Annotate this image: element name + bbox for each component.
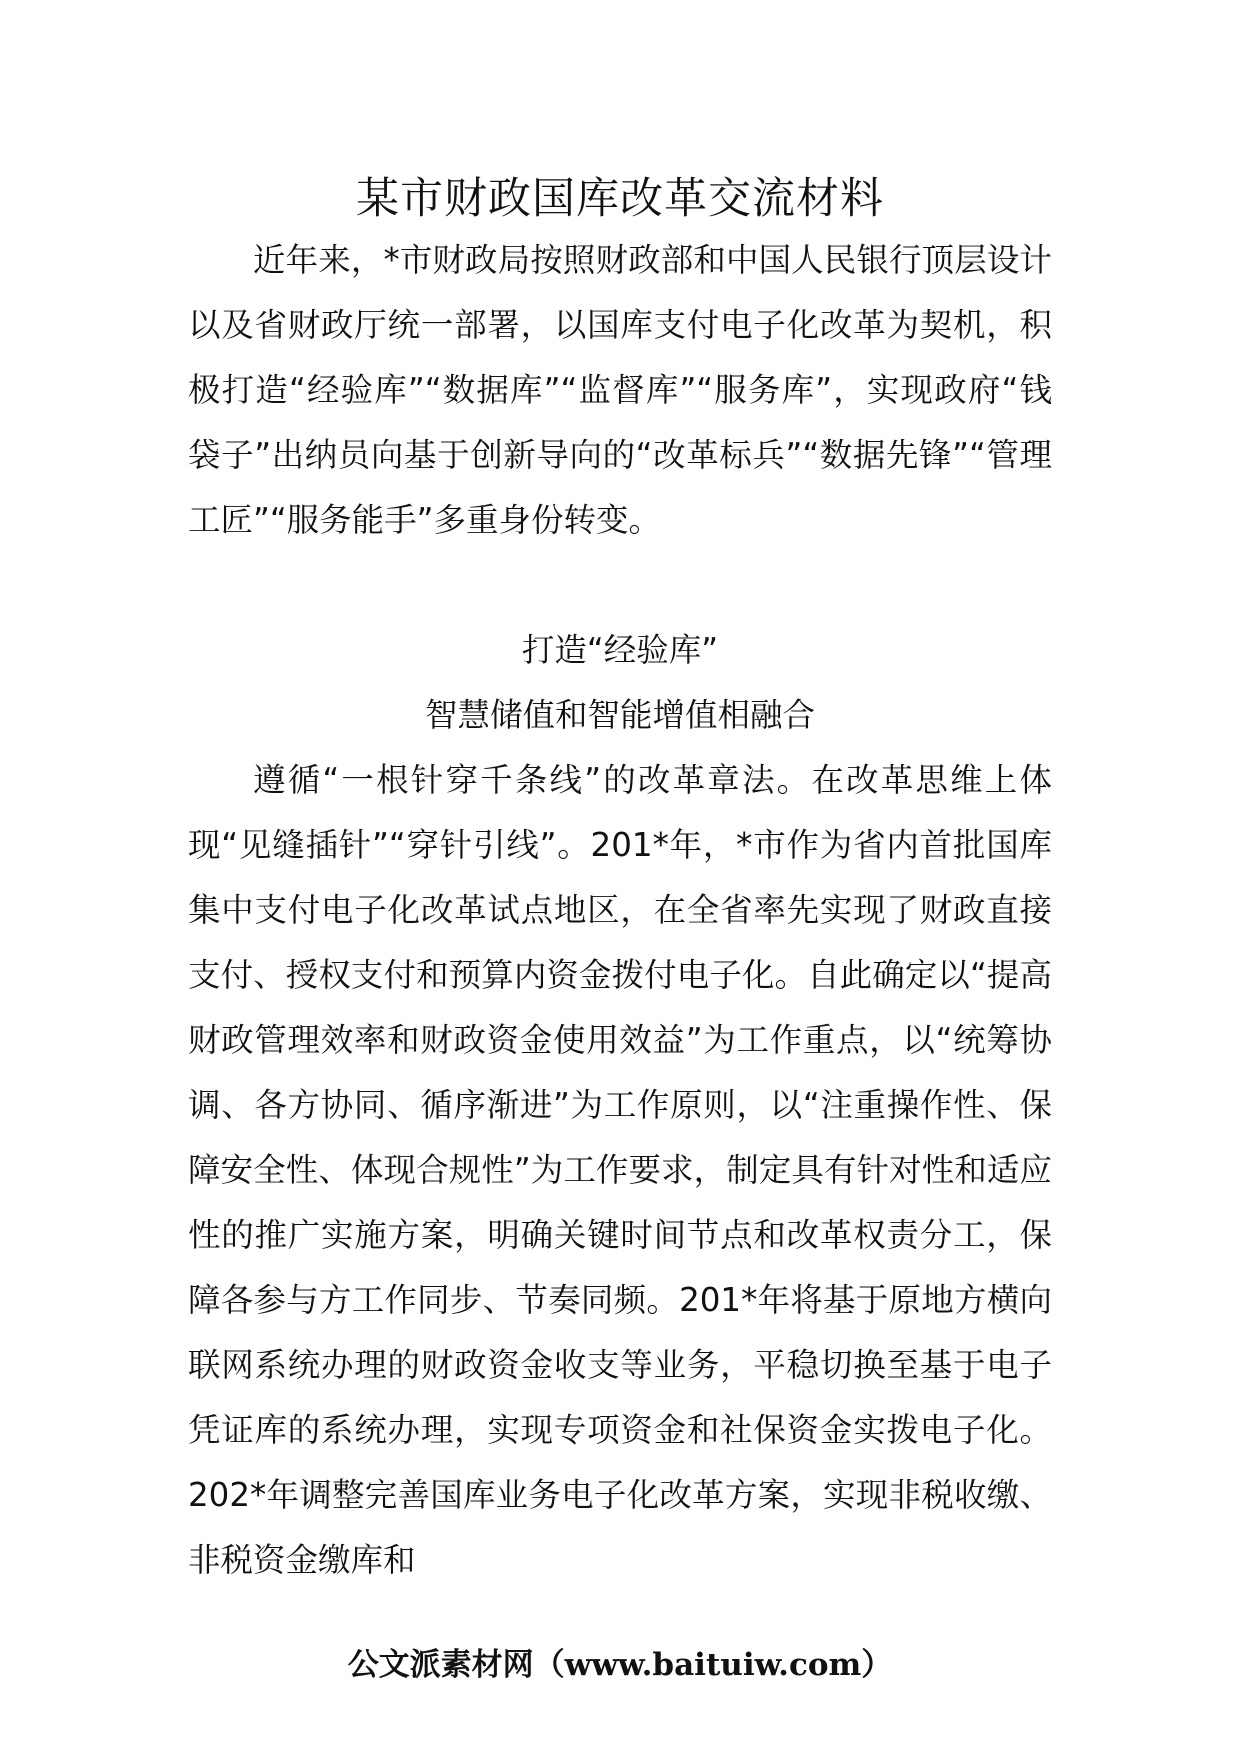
section-heading: 打造“经验库” (521, 631, 719, 669)
intro-paragraph: 近年来，*市财政局按照财政部和中国人民银行顶层设计以及省财政厅统一部署，以国库支付电子化改革为契机，积极打造“经验库”“数据库”“监督库”“服务库”，实现政府“钱袋子”出纳员向基于创新导向的“改革标兵”“数据先锋”“管理工匠”“服务能手”多重身份转变。 (188, 241, 1052, 539)
document-title: 某市财政国库改革交流材料 (356, 174, 884, 224)
footer-watermark: 公文派素材网（www.baituiw.com） (347, 1647, 893, 1683)
section-subheading: 智慧储值和智能增值相融合 (424, 696, 815, 734)
section-paragraph: 遵循“一根针穿千条线”的改革章法。在改革思维上体现“见缝插针”“穿针引线”。201*年，*市作为省内首批国库集中支付电子化改革试点地区，在全省率先实现了财政直接支付、授权支付和预算内资金拨付电子化。自此确定以“提高财政管理效率和财政资金使用效益”为工作重点，以“统筹协调、各方协同、循序渐进”为工作原则，以“注重操作性、保障安全性、体现合规性”为工作要求，制定具有针对性和适应性的推广实施方案，明确关键时间节点和改革权责分工，保障各参与方工作同步、节奏同频。201*年将基于原地方横向联网系统办理的财政资金收支等业务，平稳切换至基于电子凭证库的系统办理，实现专项资金和社保资金实拨电子化。202*年调整完善国库业务电子化改革方案，实现非税收缴、非税资金缴库和 (188, 761, 1052, 1579)
